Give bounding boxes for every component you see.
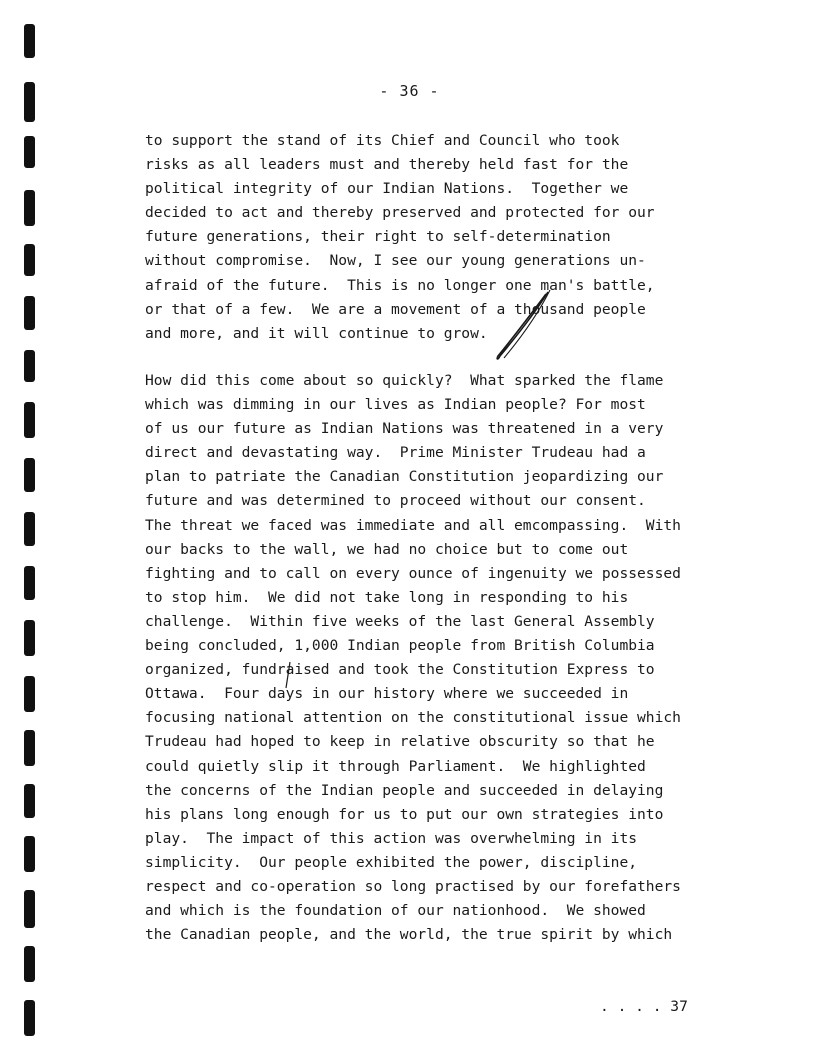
binding-hole-mark	[24, 458, 35, 492]
binding-hole-mark	[24, 402, 35, 438]
text-line: simplicity. Our people exhibited the power, discipline,	[145, 853, 638, 871]
binding-hole-mark	[24, 190, 35, 226]
handwritten-correction-mark	[283, 660, 293, 690]
text-line: respect and co-operation so long practised by our forefathers	[145, 877, 681, 895]
text-line: which was dimming in our lives as Indian people? For most	[145, 396, 646, 414]
binding-hole-mark	[24, 836, 35, 872]
text-line: risks as all leaders must and thereby held fast for the	[145, 156, 629, 174]
text-line: organized, fundraised and took the Constitution Express to	[145, 661, 655, 679]
text-line: Trudeau had hoped to keep in relative obscurity so that he	[145, 733, 655, 751]
text-line: and more, and it will continue to grow.	[145, 324, 488, 342]
text-line: and which is the foundation of our nationhood. We showed	[145, 902, 646, 920]
text-line: to support the stand of its Chief and Council who took	[145, 132, 620, 149]
binding-hole-mark	[24, 890, 35, 928]
page-number: - 36 -	[379, 82, 440, 100]
binding-hole-mark	[24, 1000, 35, 1036]
text-line: focusing national attention on the constitutional issue which	[145, 709, 681, 727]
text-line: the concerns of the Indian people and succeeded in delaying	[145, 781, 664, 799]
continuation-marker: . . . . 37	[600, 998, 688, 1015]
text-line: the Canadian people, and the world, the true spirit by which	[145, 926, 673, 944]
text-line: How did this come about so quickly? What sparked the flame	[145, 372, 664, 389]
text-line: to stop him. We did not take long in responding to his	[145, 588, 629, 606]
binding-hole-mark	[24, 136, 35, 168]
text-line: of us our future as Indian Nations was threatened in a very	[145, 420, 664, 438]
binding-hole-mark	[24, 784, 35, 818]
binding-hole-mark	[24, 946, 35, 982]
text-line: Ottawa. Four days in our history where we succeeded in	[145, 685, 629, 703]
binding-hole-mark	[24, 512, 35, 546]
binding-hole-mark	[24, 244, 35, 276]
text-line: future generations, their right to self-determination	[145, 228, 611, 246]
text-line: play. The impact of this action was overwhelming in its	[145, 829, 638, 847]
paragraph-1	[145, 129, 745, 346]
text-line: being concluded, 1,000 Indian people from British Columbia	[145, 637, 655, 655]
binding-hole-mark	[24, 296, 35, 330]
text-line: political integrity of our Indian Nations. Together we	[145, 180, 629, 198]
text-line: direct and devastating way. Prime Minister Trudeau had a	[145, 444, 646, 462]
text-line: future and was determined to proceed without our consent.	[145, 492, 646, 510]
text-line: without compromise. Now, I see our young generations un-	[145, 252, 646, 270]
text-line: fighting and to call on every ounce of ingenuity we possessed	[145, 564, 681, 582]
text-line: plan to patriate the Canadian Constitution jeopardizing our	[145, 468, 664, 486]
binding-hole-mark	[24, 620, 35, 656]
binding-hole-mark	[24, 566, 35, 600]
text-line: The threat we faced was immediate and all emcompassing. With	[145, 516, 681, 534]
binding-hole-mark	[24, 676, 35, 712]
paragraph-2	[145, 369, 745, 947]
text-line: his plans long enough for us to put our own strategies into	[145, 805, 664, 823]
text-line: decided to act and thereby preserved and protected for our	[145, 204, 655, 222]
text-line: challenge. Within five weeks of the last General Assembly	[145, 612, 655, 630]
text-line: afraid of the future. This is no longer one man's battle,	[145, 276, 655, 294]
binding-hole-mark	[24, 730, 35, 766]
text-line: our backs to the wall, we had no choice but to come out	[145, 540, 629, 558]
binding-hole-mark	[24, 24, 35, 58]
text-line: could quietly slip it through Parliament. We highlighted	[145, 757, 646, 775]
text-line: or that of a few. We are a movement of a thousand people	[145, 300, 646, 318]
handwritten-pen-mark	[490, 288, 552, 364]
binding-hole-mark	[24, 350, 35, 382]
